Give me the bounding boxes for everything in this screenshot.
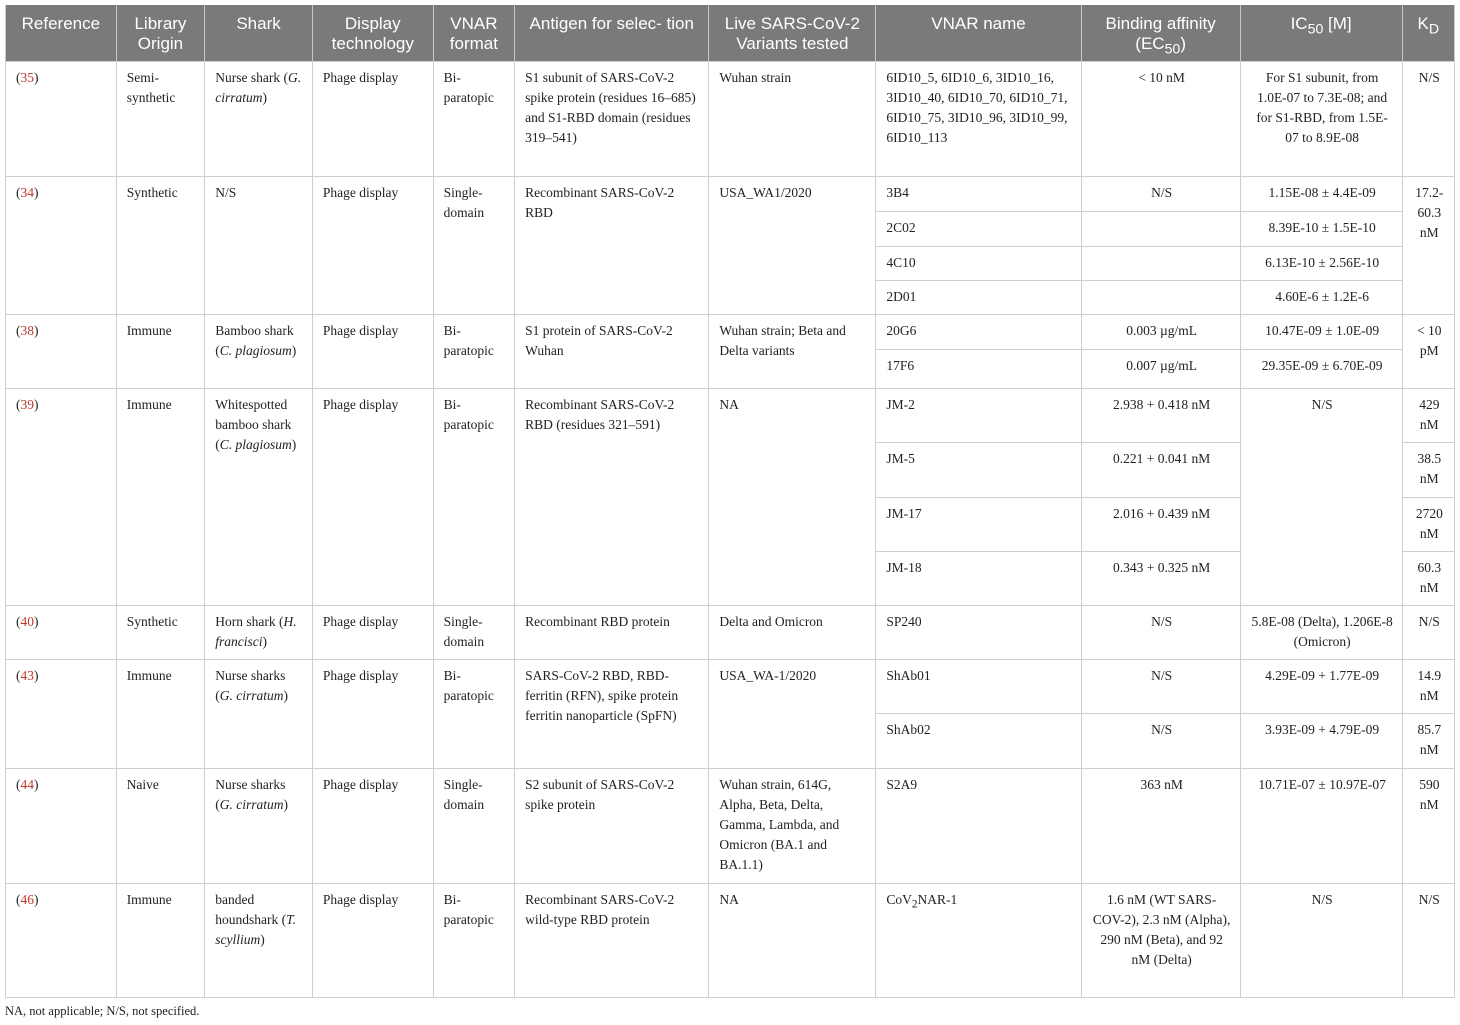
binding-affinity-cell: 0.221 + 0.041 nM — [1081, 442, 1240, 497]
display-technology-cell: Phage display — [312, 883, 433, 997]
table-row — [6, 388, 1455, 442]
reference-link[interactable]: 34 — [20, 184, 34, 200]
vnar-name-cell: 6ID10_5, 6ID10_6, 3ID10_16, 3ID10_40, 6ID10_70, 6ID10_71, 6ID10_75, 3ID10_96, 3ID10_99, 6ID10_113 — [876, 62, 1081, 176]
binding-affinity-cell: 1.6 nM (WT SARS-COV-2), 2.3 nM (Alpha), 290 nM (Beta), and 92 nM (Delta) — [1081, 883, 1240, 997]
ic50-cell: 10.71E-07 ± 10.97E-07 — [1240, 769, 1402, 883]
variants-cell: USA_WA-1/2020 — [709, 660, 876, 769]
ic50-cell: N/S — [1240, 388, 1402, 605]
table-row — [6, 769, 1455, 883]
header-kd: $K_D$ — [1402, 5, 1454, 62]
shark-cell: Nurse shark (G. cirratum) — [205, 62, 313, 176]
header-ic50: $IC_{50}$ [M] — [1240, 5, 1402, 62]
reference-cell: (39) — [6, 388, 117, 605]
vnar-format-cell: Single-domain — [433, 606, 515, 660]
display-technology-cell: Phage display — [312, 62, 433, 176]
vnar-name-cell: JM-5 — [876, 442, 1081, 497]
header-vnar-format: VNAR format — [433, 5, 515, 62]
binding-affinity-cell: < 10 nM — [1081, 62, 1240, 176]
reference-link[interactable]: 35 — [20, 70, 34, 86]
reference-link[interactable]: 38 — [20, 322, 34, 338]
vnar-name-cell: 20G6 — [876, 314, 1081, 349]
binding-affinity-cell — [1081, 211, 1240, 246]
variants-cell: Wuhan strain, 614G, Alpha, Beta, Delta, Gamma, Lambda, and Omicron (BA.1 and BA.1.1) — [709, 769, 876, 883]
antigen-cell: SARS-CoV-2 RBD, RBD-ferritin (RFN), spike protein ferritin nanoparticle (SpFN) — [515, 660, 709, 769]
reference-link[interactable]: 43 — [20, 668, 34, 684]
header-reference: Reference — [6, 5, 117, 62]
binding-affinity-cell: N/S — [1081, 176, 1240, 211]
antigen-cell: Recombinant SARS-CoV-2 RBD — [515, 176, 709, 314]
table-row — [6, 62, 1455, 176]
kd-cell: 429 nM — [1402, 388, 1454, 442]
kd-cell: 60.3 nM — [1402, 552, 1454, 606]
library-origin-cell: Immune — [116, 660, 205, 769]
library-origin-cell: Synthetic — [116, 606, 205, 660]
vnar-name-cell: 4C10 — [876, 246, 1081, 280]
binding-affinity-cell: N/S — [1081, 606, 1240, 660]
ic50-cell: 1.15E-08 ± 4.4E-09 — [1240, 176, 1402, 211]
header-variants-tested: Live SARS-CoV-2 Variants tested — [709, 5, 876, 62]
ic50-cell: 10.47E-09 ± 1.0E-09 — [1240, 314, 1402, 349]
binding-affinity-cell: N/S — [1081, 714, 1240, 769]
vnar-format-cell: Bi-paratopic — [433, 388, 515, 605]
display-technology-cell: Phage display — [312, 660, 433, 769]
vnar-table — [5, 5, 1455, 998]
ic50-cell: 4.29E-09 + 1.77E-09 — [1240, 660, 1402, 714]
binding-affinity-cell: N/S — [1081, 660, 1240, 714]
reference-cell: (34) — [6, 176, 117, 314]
shark-cell: banded houndshark (T. scyllium) — [205, 883, 313, 997]
reference-cell: (35) — [6, 62, 117, 176]
kd-cell: N/S — [1402, 883, 1454, 997]
ic50-cell: For S1 subunit, from 1.0E-07 to 7.3E-08; and for S1-RBD, from 1.5E-07 to 8.9E-08 — [1240, 62, 1402, 176]
reference-cell: (44) — [6, 769, 117, 883]
kd-cell: 85.7 nM — [1402, 714, 1454, 769]
table-row — [6, 883, 1455, 997]
reference-link[interactable]: 39 — [20, 396, 34, 412]
vnar-name-cell: SP240 — [876, 606, 1081, 660]
vnar-format-cell: Single-domain — [433, 176, 515, 314]
vnar-name-cell: JM-18 — [876, 552, 1081, 606]
binding-affinity-cell — [1081, 246, 1240, 280]
table-row — [6, 176, 1455, 211]
vnar-name-cell: 2C02 — [876, 211, 1081, 246]
kd-cell: 17.2-60.3 nM — [1402, 176, 1454, 314]
antigen-cell: S1 protein of SARS-CoV-2 Wuhan — [515, 314, 709, 388]
variants-cell: Wuhan strain — [709, 62, 876, 176]
display-technology-cell: Phage display — [312, 388, 433, 605]
vnar-name-cell: 3B4 — [876, 176, 1081, 211]
vnar-format-cell: Bi-paratopic — [433, 660, 515, 769]
antigen-cell: Recombinant SARS-CoV-2 wild-type RBD protein — [515, 883, 709, 997]
kd-cell: 14.9 nM — [1402, 660, 1454, 714]
display-technology-cell: Phage display — [312, 176, 433, 314]
table-row — [6, 606, 1455, 660]
variants-cell: NA — [709, 883, 876, 997]
binding-affinity-cell: 0.343 + 0.325 nM — [1081, 552, 1240, 606]
binding-affinity-cell: 0.007 µg/mL — [1081, 349, 1240, 388]
kd-cell: N/S — [1402, 606, 1454, 660]
vnar-name-cell: CoV$_2$NAR-1 — [876, 883, 1081, 997]
variants-cell: Wuhan strain; Beta and Delta variants — [709, 314, 876, 388]
table-row — [6, 314, 1455, 349]
shark-cell: Bamboo shark (C. plagiosum) — [205, 314, 313, 388]
kd-cell: 38.5 nM — [1402, 442, 1454, 497]
shark-cell: Nurse sharks (G. cirratum) — [205, 660, 313, 769]
ic50-cell: 29.35E-09 ± 6.70E-09 — [1240, 349, 1402, 388]
ic50-cell: 5.8E-08 (Delta), 1.206E-8 (Omicron) — [1240, 606, 1402, 660]
display-technology-cell: Phage display — [312, 769, 433, 883]
shark-cell: N/S — [205, 176, 313, 314]
ic50-cell: N/S — [1240, 883, 1402, 997]
binding-affinity-cell: 2.016 + 0.439 nM — [1081, 498, 1240, 552]
antigen-cell: Recombinant SARS-CoV-2 RBD (residues 321–591) — [515, 388, 709, 605]
vnar-name-cell: ShAb02 — [876, 714, 1081, 769]
ic50-cell: 4.60E-6 ± 1.2E-6 — [1240, 280, 1402, 314]
table-row — [6, 660, 1455, 714]
reference-link[interactable]: 46 — [20, 891, 34, 907]
kd-cell: N/S — [1402, 62, 1454, 176]
kd-cell: 2720 nM — [1402, 498, 1454, 552]
binding-affinity-cell: 2.938 + 0.418 nM — [1081, 388, 1240, 442]
vnar-name-cell: 17F6 — [876, 349, 1081, 388]
vnar-name-cell: ShAb01 — [876, 660, 1081, 714]
header-display-technology: Display technology — [312, 5, 433, 62]
reference-link[interactable]: 40 — [20, 614, 34, 630]
table-footnote: NA, not applicable; N/S, not specified. — [5, 1004, 200, 1018]
vnar-format-cell: Bi-paratopic — [433, 62, 515, 176]
reference-cell: (40) — [6, 606, 117, 660]
variants-cell: USA_WA1/2020 — [709, 176, 876, 314]
vnar-format-cell: Bi-paratopic — [433, 883, 515, 997]
header-row — [6, 5, 1455, 62]
shark-cell: Whitespotted bamboo shark (C. plagiosum) — [205, 388, 313, 605]
kd-cell: 590 nM — [1402, 769, 1454, 883]
vnar-format-cell: Bi-paratopic — [433, 314, 515, 388]
header-antigen: Antigen for selec- tion — [515, 5, 709, 62]
kd-cell: < 10 pM — [1402, 314, 1454, 388]
antigen-cell: S2 subunit of SARS-CoV-2 spike protein — [515, 769, 709, 883]
library-origin-cell: Immune — [116, 883, 205, 997]
display-technology-cell: Phage display — [312, 606, 433, 660]
variants-cell: NA — [709, 388, 876, 605]
library-origin-cell: Semi-synthetic — [116, 62, 205, 176]
reference-cell: (43) — [6, 660, 117, 769]
header-vnar-name: VNAR name — [876, 5, 1081, 62]
binding-affinity-cell — [1081, 280, 1240, 314]
vnar-name-cell: 2D01 — [876, 280, 1081, 314]
vnar-name-cell: JM-17 — [876, 498, 1081, 552]
antigen-cell: Recombinant RBD protein — [515, 606, 709, 660]
ic50-cell: 6.13E-10 ± 2.56E-10 — [1240, 246, 1402, 280]
vnar-name-cell: JM-2 — [876, 388, 1081, 442]
reference-link[interactable]: 44 — [20, 777, 34, 793]
header-library-origin: Library Origin — [116, 5, 205, 62]
library-origin-cell: Immune — [116, 388, 205, 605]
ic50-cell: 8.39E-10 ± 1.5E-10 — [1240, 211, 1402, 246]
reference-cell: (38) — [6, 314, 117, 388]
binding-affinity-cell: 363 nM — [1081, 769, 1240, 883]
antigen-cell: S1 subunit of SARS-CoV-2 spike protein (residues 16–685) and S1-RBD domain (residues 319–541) — [515, 62, 709, 176]
ic50-cell: 3.93E-09 + 4.79E-09 — [1240, 714, 1402, 769]
header-shark: Shark — [205, 5, 313, 62]
library-origin-cell: Immune — [116, 314, 205, 388]
variants-cell: Delta and Omicron — [709, 606, 876, 660]
vnar-format-cell: Single-domain — [433, 769, 515, 883]
library-origin-cell: Synthetic — [116, 176, 205, 314]
table-body — [6, 62, 1455, 998]
reference-cell: (46) — [6, 883, 117, 997]
vnar-name-cell: S2A9 — [876, 769, 1081, 883]
binding-affinity-cell: 0.003 µg/mL — [1081, 314, 1240, 349]
shark-cell: Horn shark (H. francisci) — [205, 606, 313, 660]
shark-cell: Nurse sharks (G. cirratum) — [205, 769, 313, 883]
library-origin-cell: Naive — [116, 769, 205, 883]
display-technology-cell: Phage display — [312, 314, 433, 388]
header-binding-affinity: Binding affinity $(EC_{50})$ — [1081, 5, 1240, 62]
